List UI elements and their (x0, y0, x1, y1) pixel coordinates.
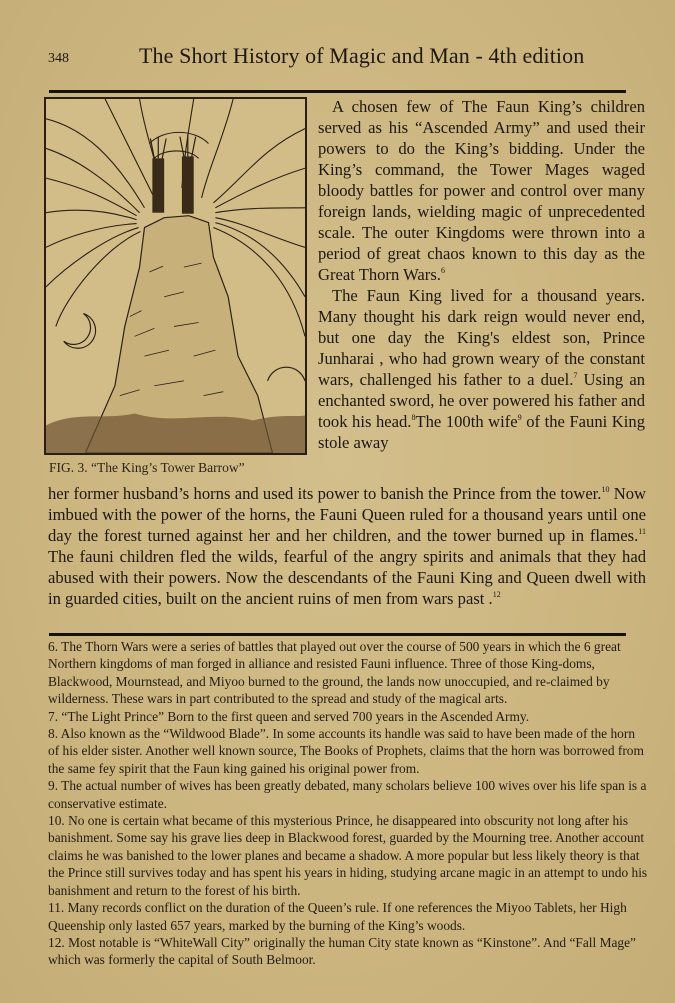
footnote-11: 11. Many records conflict on the duration of the Queen’s rule. If one references the Miyoo Tablets, her High Queenship only lasted 657 years, marked by the burning of the King’s woods. (48, 900, 627, 933)
paragraph-2-text-a: The Faun King lived for a thousand years. Many thought his dark reign would never end, but one day the King's eldest son, Prince Junharai , who had grown weary of the constant wars, challenged his father to a duel. (318, 286, 645, 389)
paragraph-2-text-f: The fauni children fled the wilds, fearful of the angry spirits and animals that they had abused with their powers. Now the descendants of the Fauni King and Queen dwell with in guarded cities, built on the ancient ruins of men from wars past . (48, 547, 646, 608)
paragraph-2 (318, 285, 645, 453)
footnote-10: 10. No one is certain what became of this mysterious Prince, he disappeared into obscurity not long after his banishment. Some say his grave lies deep in Blackwood forest, guarded by the Mourning tree. Another account claims he was banished to the lower planes and became a shadow. A more popular but less likely theory is that the Prince still survives today and has spent his years in hiding, studying arcane magic in an attempt to undo his banishment and return to the forest of his birth. (48, 813, 648, 898)
footnotes (48, 638, 648, 969)
footnote-ref-8[interactable]: 8 (411, 413, 416, 422)
header-rule (49, 90, 626, 93)
paragraph-2-text-d: her former husband’s horns and used its power to banish the Prince from the tower. (48, 484, 602, 503)
figure-illustration (44, 97, 307, 455)
footnote-ref-11[interactable]: 11 (638, 527, 646, 536)
footnote-ref-10[interactable]: 10 (601, 485, 610, 494)
paragraph-1-text: A chosen few of The Faun King’s children served as his “Ascended Army” and used their powers to do the King’s bidding. Under the King’s command, the Tower Mages waged bloody battles for power and control over many foreign lands, wielding magic of unprecedented scale. The outer Kingdoms were thrown into a period of great chaos known to this day as the Great Thorn Wars. (318, 97, 645, 284)
paragraph-1 (318, 96, 645, 285)
paragraph-2-text-b: Using an enchanted sword, he over powered his father and took his head. (318, 370, 645, 431)
tower-barrow-illustration (46, 99, 305, 453)
page-number: 348 (48, 51, 69, 66)
footnote-ref-9[interactable]: 9 (517, 413, 522, 422)
paragraph-2-wrap-start: of the Fauni King stole away (318, 412, 645, 452)
body-full-width (48, 483, 646, 609)
body-column (318, 96, 645, 453)
footnote-rule (49, 633, 626, 636)
footnote-8: 8. Also known as the “Wildwood Blade”. In some accounts its handle was said to have been made of the horn of his elder sister. Another well known source, The Books of Prophets, claims that the horn was borrowed from the same fey spirit that the Faun king gained his original power from. (48, 726, 644, 776)
footnote-ref-6[interactable]: 6 (440, 266, 445, 275)
footnote-ref-7[interactable]: 7 (573, 371, 578, 380)
figure-caption: FIG. 3. “The King’s Tower Barrow” (49, 460, 245, 475)
footnote-7: 7. “The Light Prince” Born to the first queen and served 700 years in the Ascended Army. (48, 708, 530, 724)
running-title: The Short History of Magic and Man - 4th edition (139, 43, 585, 68)
footnote-ref-12[interactable]: 12 (492, 590, 501, 599)
paragraph-2-text-c: The 100th wife (415, 412, 518, 431)
footnote-9: 9. The actual number of wives has been greatly debated, many scholars believe 100 wives over his life span is a conservative estimate. (48, 778, 647, 811)
footnote-12: 12. Most notable is “WhiteWall City” originally the human City state known as “Kinstone”. And “Fall Mage” which was formerly the capital of South Belmoor. (48, 934, 636, 968)
footnote-6: 6. The Thorn Wars were a series of battles that played out over the course of 500 years in which the 6 great Northern kingdoms of man forged in alliance and resisted Fauni influence. Three of those King-doms, Blackwood, Mournstead, and Miyoo burned to the ground, the lands now unoccupied, and re-claimed by wilderness. These wars in part contributed to the spread and study of the magical arts. (48, 639, 621, 707)
paragraph-2-text-e: Now imbued with the power of the horns, the Fauni Queen ruled for a thousand years until one day the forest turned against her and her children, and the tower burned up in flames. (48, 484, 646, 545)
paragraph-2-continued (48, 483, 646, 609)
